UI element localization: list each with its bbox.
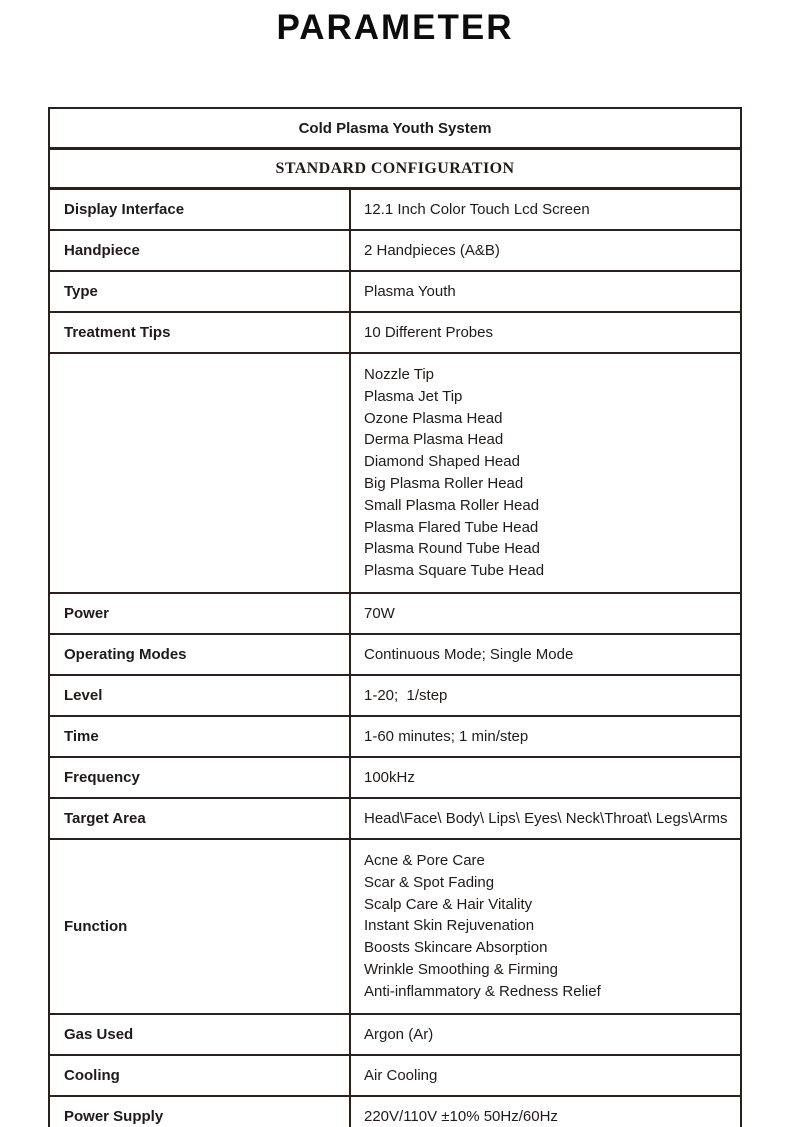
spec-value [351, 1056, 740, 1095]
table-row [50, 311, 740, 352]
spec-value-line: 1-60 minutes; 1 min/step [364, 727, 529, 745]
spec-label: Type [50, 272, 351, 311]
spec-value-line: Head\Face\ Body\ Lips\ Eyes\ Neck\Throat\ Legs\Arms [364, 809, 728, 827]
spec-label: Treatment Tips [50, 313, 351, 352]
spec-value-line: Small Plasma Roller Head [364, 496, 540, 514]
page-title: PARAMETER [276, 8, 514, 47]
spec-label: Operating Modes [50, 635, 351, 674]
spec-value [351, 594, 740, 633]
spec-value-line: Argon (Ar) [364, 1025, 434, 1043]
spec-value [351, 717, 740, 756]
spec-value-line: Plasma Square Tube Head [364, 562, 545, 580]
table-title-row [50, 109, 740, 150]
spec-value-line: 12.1 Inch Color Touch Lcd Screen [364, 201, 590, 218]
spec-value-line: 10 Different Probes [364, 324, 493, 341]
spec-value [351, 313, 740, 352]
spec-value-line: Nozzle Tip [364, 366, 435, 383]
spec-value [351, 231, 740, 270]
spec-label: Target Area [50, 799, 351, 838]
table-row [50, 592, 740, 633]
spec-rows-container [50, 190, 740, 1127]
spec-label: Time [50, 717, 351, 756]
table-row [50, 838, 740, 1013]
table-title-text: Cold Plasma Youth System [298, 119, 492, 137]
spec-value [351, 354, 740, 592]
spec-label [50, 354, 351, 592]
table-row [50, 190, 740, 229]
spec-value-line: 1-20; 1/step [364, 686, 448, 704]
spec-label: Function [50, 840, 351, 1013]
table-row [50, 756, 740, 797]
spec-table [48, 107, 742, 1127]
spec-value-line: Plasma Jet Tip [364, 387, 463, 405]
spec-label: Display Interface [50, 190, 351, 229]
spec-value-line: Plasma Youth [364, 283, 456, 300]
spec-value [351, 676, 740, 715]
spec-value-line: Anti-inflammatory & Redness Relief [364, 982, 601, 1000]
spec-value [351, 190, 740, 229]
spec-value-line: Acne & Pore Care [364, 851, 485, 869]
table-subtitle-row [50, 150, 740, 190]
table-row [50, 715, 740, 756]
spec-value-line: Continuous Mode; Single Mode [364, 645, 574, 663]
table-row [50, 1095, 740, 1127]
table-row [50, 1054, 740, 1095]
spec-label: Power [50, 594, 351, 633]
spec-label: Handpiece [50, 231, 351, 270]
spec-value [351, 272, 740, 311]
spec-value-line: Wrinkle Smoothing & Firming [364, 960, 558, 978]
table-row [50, 270, 740, 311]
table-row [50, 633, 740, 674]
spec-value-line: 100kHz [364, 768, 415, 786]
spec-value-line: Instant Skin Rejuvenation [364, 917, 535, 935]
spec-label: Gas Used [50, 1015, 351, 1054]
table-row [50, 1013, 740, 1054]
table-row [50, 229, 740, 270]
table-subtitle-text: STANDARD CONFIGURATION [275, 159, 515, 177]
spec-value [351, 635, 740, 674]
spec-value [351, 758, 740, 797]
spec-value-line: Boosts Skincare Absorption [364, 939, 548, 957]
spec-value-line: Plasma Flared Tube Head [364, 518, 539, 536]
spec-value-line: 220V/110V ±10% 50Hz/60Hz [364, 1107, 558, 1125]
table-row [50, 797, 740, 838]
spec-value-line: Ozone Plasma Head [364, 409, 503, 427]
spec-value-line: Scalp Care & Hair Vitality [364, 895, 533, 913]
table-row [50, 674, 740, 715]
spec-value [351, 840, 740, 1013]
spec-value-line: Derma Plasma Head [364, 431, 504, 449]
spec-value-line: Air Cooling [364, 1066, 438, 1084]
spec-label: Power Supply [50, 1097, 351, 1127]
spec-value-line: Diamond Shaped Head [364, 453, 520, 471]
spec-value [351, 1097, 740, 1127]
spec-label: Frequency [50, 758, 351, 797]
table-row [50, 352, 740, 592]
spec-label: Level [50, 676, 351, 715]
spec-value [351, 1015, 740, 1054]
spec-label: Cooling [50, 1056, 351, 1095]
spec-value-line: Plasma Round Tube Head [364, 540, 540, 558]
spec-value-line: 2 Handpieces (A&B) [364, 242, 500, 259]
spec-value [351, 799, 740, 838]
spec-value-line: Big Plasma Roller Head [364, 474, 524, 492]
spec-value-line: Scar & Spot Fading [364, 873, 495, 891]
spec-value-line: 70W [364, 604, 395, 622]
